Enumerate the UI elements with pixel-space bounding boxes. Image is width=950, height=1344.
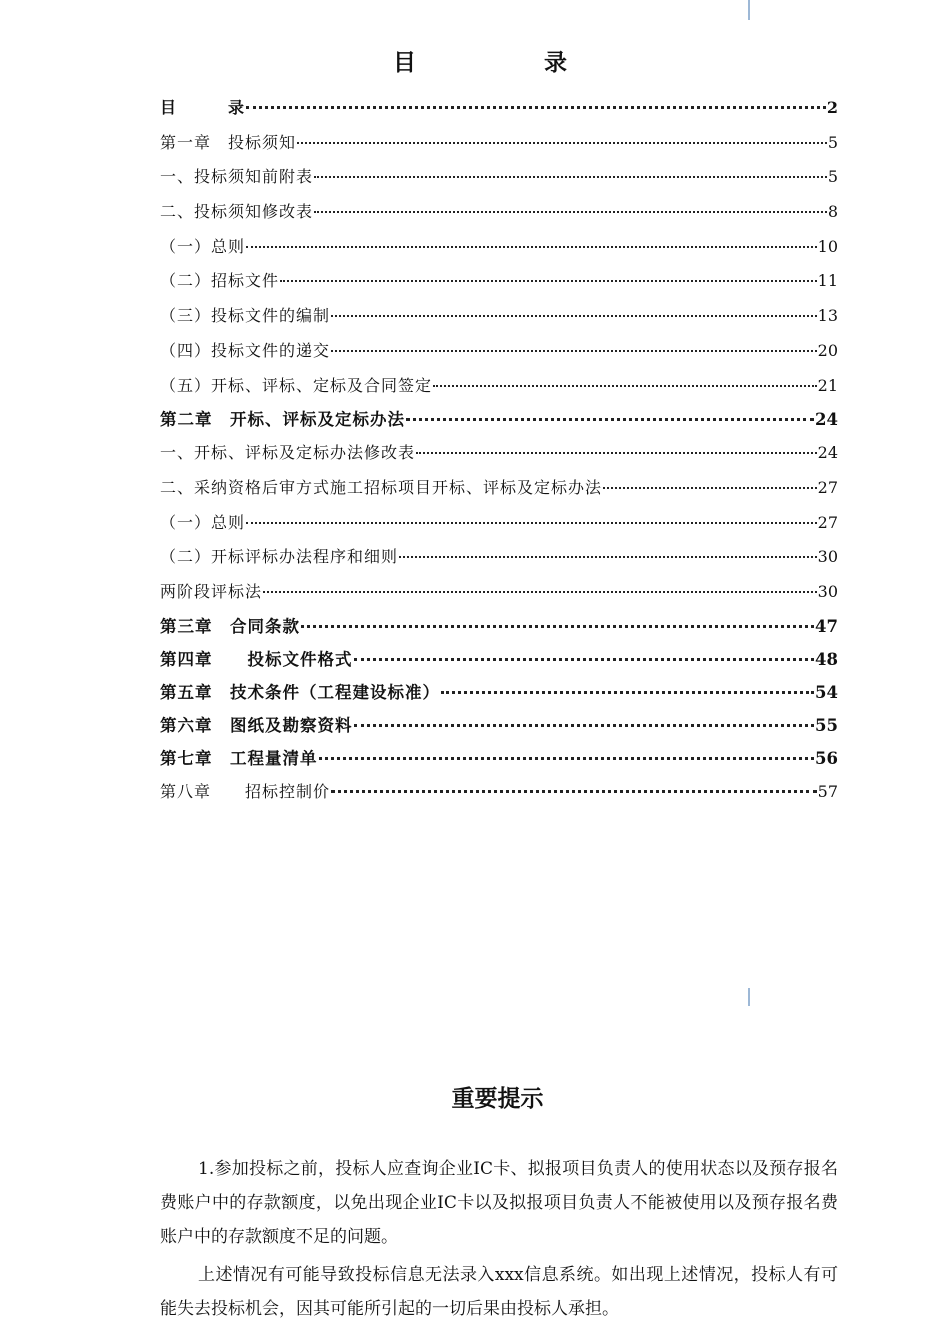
toc-entry-page: 11 — [817, 271, 838, 291]
toc-entry-page: 30 — [817, 547, 838, 567]
toc-entry-text: （四）投标文件的递交 — [160, 340, 331, 360]
toc-leader-dots — [433, 385, 817, 387]
toc-leader-dots — [280, 280, 817, 282]
toc-entry-text: 第二章 开标、评标及定标办法 — [160, 410, 405, 430]
toc-entry[interactable] — [160, 369, 838, 404]
toc-entry-text: （一）总则 — [160, 512, 246, 532]
toc-entry-chapter[interactable] — [160, 742, 838, 775]
toc-entry[interactable] — [160, 775, 838, 808]
toc-entry-page: 47 — [815, 616, 838, 636]
page-margin-marker — [748, 988, 750, 1006]
toc-entry-text: 第四章 投标文件格式 — [160, 649, 353, 669]
toc-leader-dots — [301, 625, 814, 628]
toc-entry[interactable] — [160, 126, 838, 161]
toc-entry-text: 二、采纳资格后审方式施工招标项目开标、评标及定标办法 — [160, 477, 603, 497]
toc-entry-text: 第八章 招标控制价 — [160, 781, 331, 801]
toc-entry-page: 54 — [815, 682, 838, 702]
toc-entry-page: 8 — [827, 202, 838, 222]
toc-entry-chapter[interactable] — [160, 610, 838, 643]
toc-entry-chapter[interactable] — [160, 643, 838, 676]
toc-entry[interactable] — [160, 436, 838, 471]
toc-leader-dots — [246, 522, 817, 524]
notice-body — [160, 1152, 838, 1330]
toc-leader-dots — [319, 757, 815, 760]
toc-entry-page: 5 — [827, 132, 838, 152]
toc-entry-text: 二、投标须知修改表 — [160, 202, 314, 222]
toc-entry-text: 两阶段评标法 — [160, 581, 263, 601]
toc-entry-text: （一）总则 — [160, 236, 246, 256]
toc-leader-dots — [603, 487, 817, 489]
toc-entry-page: 5 — [827, 167, 838, 187]
toc-leader-dots — [441, 691, 814, 694]
toc-entry-text: 目 录 — [160, 98, 246, 117]
toc-title: 目 录 — [392, 49, 627, 76]
toc-leader-dots — [331, 790, 817, 793]
toc-entry-text: （二）招标文件 — [160, 271, 280, 291]
toc-entry[interactable] — [160, 575, 838, 610]
toc-entry-page: 56 — [815, 748, 838, 768]
toc-entry-page: 21 — [817, 375, 838, 395]
toc-entry-page: 24 — [817, 443, 838, 463]
toc-entry-page: 10 — [817, 236, 838, 256]
toc-entry[interactable] — [160, 334, 838, 369]
toc-entry-page: 24 — [815, 410, 838, 430]
toc-leader-dots — [297, 142, 827, 144]
notice-paragraph: 1.参加投标之前，投标人应查询企业IC卡、拟报项目负责人的使用状态以及预存报名费账户中的存款额度，以免出现企业IC卡以及拟报项目负责人不能被使用以及预存报名费账户中的存款额度不足的问题。 — [160, 1159, 838, 1247]
toc-entry[interactable] — [160, 299, 838, 334]
toc-leader-dots — [263, 591, 817, 593]
toc-leader-dots — [314, 176, 827, 178]
toc-entry-text: 一、开标、评标及定标办法修改表 — [160, 443, 416, 463]
toc-entry-text: 第七章 工程量清单 — [160, 748, 318, 768]
notice-paragraph: 上述情况有可能导致投标信息无法录入xxx信息系统。如出现上述情况，投标人有可能失去投标机会，因其可能所引起的一切后果由投标人承担。 — [160, 1265, 838, 1319]
toc-entry[interactable] — [160, 230, 838, 265]
toc-entry-page: 30 — [817, 581, 838, 601]
toc-leader-dots — [331, 315, 817, 317]
toc-leader-dots — [406, 418, 814, 421]
toc-entry-chapter[interactable] — [160, 676, 838, 709]
toc-entry[interactable] — [160, 91, 838, 126]
toc-leader-dots — [354, 724, 815, 727]
toc-entry-page: 57 — [817, 781, 838, 801]
toc-entry[interactable] — [160, 264, 838, 299]
toc-entry-text: （二）开标评标办法程序和细则 — [160, 547, 399, 567]
toc-entry-page: 48 — [815, 649, 838, 669]
toc-leader-dots — [399, 556, 817, 558]
toc-entry-text: 第六章 图纸及勘察资料 — [160, 715, 353, 735]
toc-leader-dots — [354, 658, 815, 661]
toc-entry-text: （三）投标文件的编制 — [160, 306, 331, 326]
toc-entry-page: 55 — [815, 715, 838, 735]
toc-entry-text: （五）开标、评标、定标及合同签定 — [160, 375, 433, 395]
toc-entry-text: 一、投标须知前附表 — [160, 167, 314, 187]
toc-entry-page: 27 — [817, 512, 838, 532]
toc-entry[interactable] — [160, 506, 838, 541]
toc-entry-text: 第五章 技术条件（工程建设标准） — [160, 682, 440, 702]
toc-entry-page: 2 — [826, 98, 838, 117]
toc-entry[interactable] — [160, 540, 838, 575]
toc-entry-chapter[interactable] — [160, 709, 838, 742]
toc-leader-dots — [331, 350, 817, 352]
toc-entry-page: 27 — [817, 477, 838, 497]
toc-leader-dots — [314, 211, 827, 213]
toc-leader-dots — [246, 106, 826, 109]
toc-entry-chapter[interactable] — [160, 403, 838, 436]
toc-entry[interactable] — [160, 195, 838, 230]
toc-entry[interactable] — [160, 160, 838, 195]
toc-entry[interactable] — [160, 471, 838, 506]
toc-entry-page: 13 — [817, 306, 838, 326]
table-of-contents — [160, 91, 838, 808]
toc-leader-dots — [246, 246, 817, 248]
toc-entry-page: 20 — [817, 340, 838, 360]
toc-leader-dots — [416, 452, 817, 454]
page-margin-marker — [748, 0, 750, 20]
notice-title: 重要提示 — [451, 1085, 544, 1112]
toc-entry-text: 第三章 合同条款 — [160, 616, 300, 636]
toc-entry-text: 第一章 投标须知 — [160, 132, 297, 152]
